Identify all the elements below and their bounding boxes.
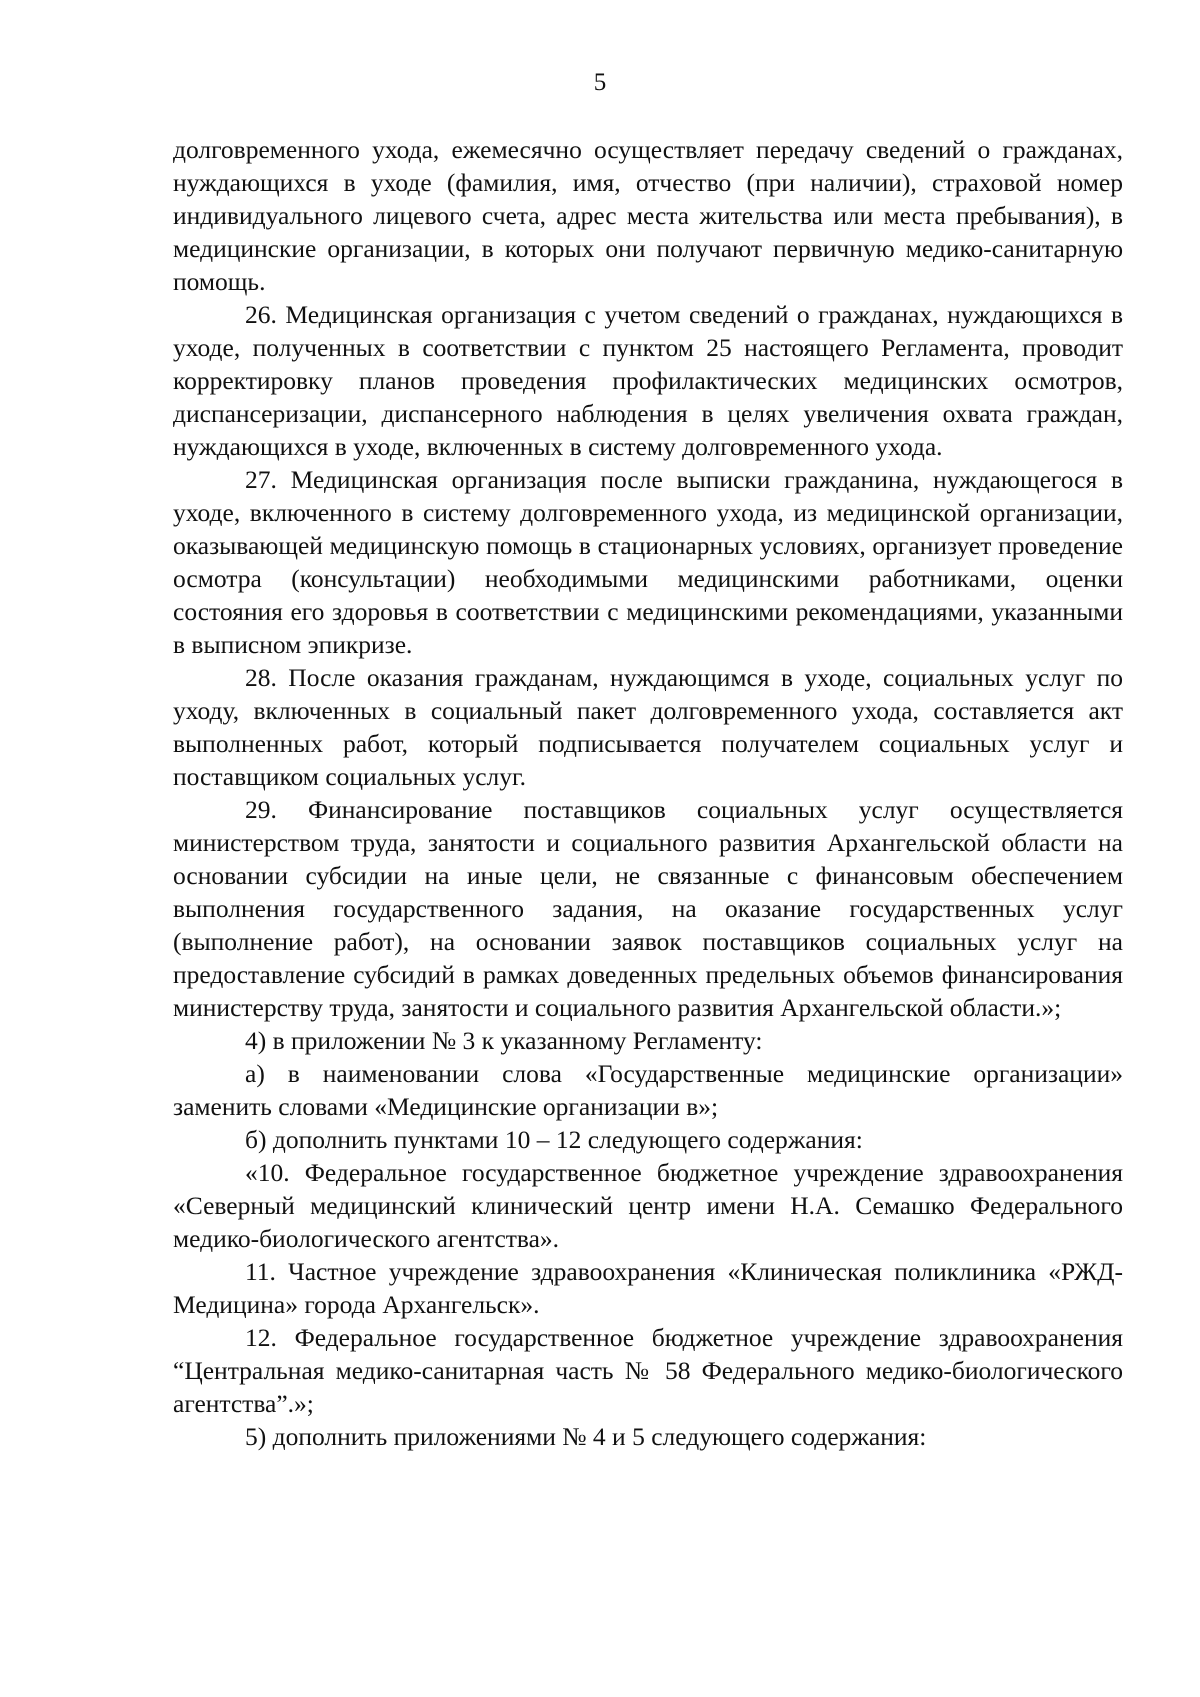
page-number: 5 [593, 69, 607, 96]
paragraph-item-10: «10. Федеральное государственное бюджетное учреждение здравоохранения «Северный медицинский клинический центр имени Н.А. Семашко Федерального медико-биологического агентства». [173, 1158, 1123, 1253]
paragraph-amendment-4a: а) в наименовании слова «Государственные медицинские организации» заменить словами «Медицинские организации в»; [173, 1059, 1123, 1121]
paragraph-amendment-4b: б) дополнить пунктами 10 – 12 следующего содержания: [245, 1125, 863, 1154]
paragraph-item-28: 28. После оказания гражданам, нуждающимся в уходе, социальных услуг по уходу, включенных в социальный пакет долговременного ухода, составляется акт выполненных работ, который подписывается получателем социальных услуг и поставщиком социальных услуг. [173, 663, 1123, 791]
document-body [173, 133, 1123, 1453]
paragraph-item-12: 12. Федеральное государственное бюджетное учреждение здравоохранения “Центральная медико-санитарная часть № 58 Федерального медико-биологического агентства”.»; [173, 1323, 1123, 1418]
paragraph-item-27: 27. Медицинская организация после выписки гражданина, нуждающегося в уходе, включенного в систему долговременного ухода, из медицинской организации, оказывающей медицинскую помощь в стационарных условиях, организует проведение осмотра (консультации) необходимыми медицинскими работниками, оценки состояния его здоровья в соответствии с медицинскими рекомендациями, указанными в выписном эпикризе. [173, 465, 1123, 659]
paragraph-amendment-5: 5) дополнить приложениями № 4 и 5 следующего содержания: [245, 1422, 927, 1451]
paragraph-item-26: 26. Медицинская организация с учетом сведений о гражданах, нуждающихся в уходе, полученных в соответствии с пунктом 25 настоящего Регламента, проводит корректировку планов проведения профилактических медицинских осмотров, диспансеризации, диспансерного наблюдения в целях увеличения охвата граждан, нуждающихся в уходе, включенных в систему долговременного ухода. [173, 300, 1123, 461]
paragraph-item-11: 11. Частное учреждение здравоохранения «Клиническая поликлиника «РЖД-Медицина» города Архангельск». [173, 1257, 1123, 1319]
paragraph-amendment-4: 4) в приложении № 3 к указанному Регламенту: [245, 1026, 763, 1055]
paragraph-item-29: 29. Финансирование поставщиков социальных услуг осуществляется министерством труда, занятости и социального развития Архангельской области на основании субсидии на иные цели, не связанные с финансовым обеспечением выполнения государственного задания, на оказание государственных услуг (выполнение работ), на основании заявок поставщиков социальных услуг на предоставление субсидий в рамках доведенных предельных объемов финансирования министерству труда, занятости и социального развития Архангельской области.»; [173, 795, 1123, 1022]
paragraph-continuation: долговременного ухода, ежемесячно осуществляет передачу сведений о гражданах, нуждающихся в уходе (фамилия, имя, отчество (при наличии), страховой номер индивидуального лицевого счета, адрес места жительства или места пребывания), в медицинские организации, в которых они получают первичную медико-санитарную помощь. [173, 135, 1123, 296]
